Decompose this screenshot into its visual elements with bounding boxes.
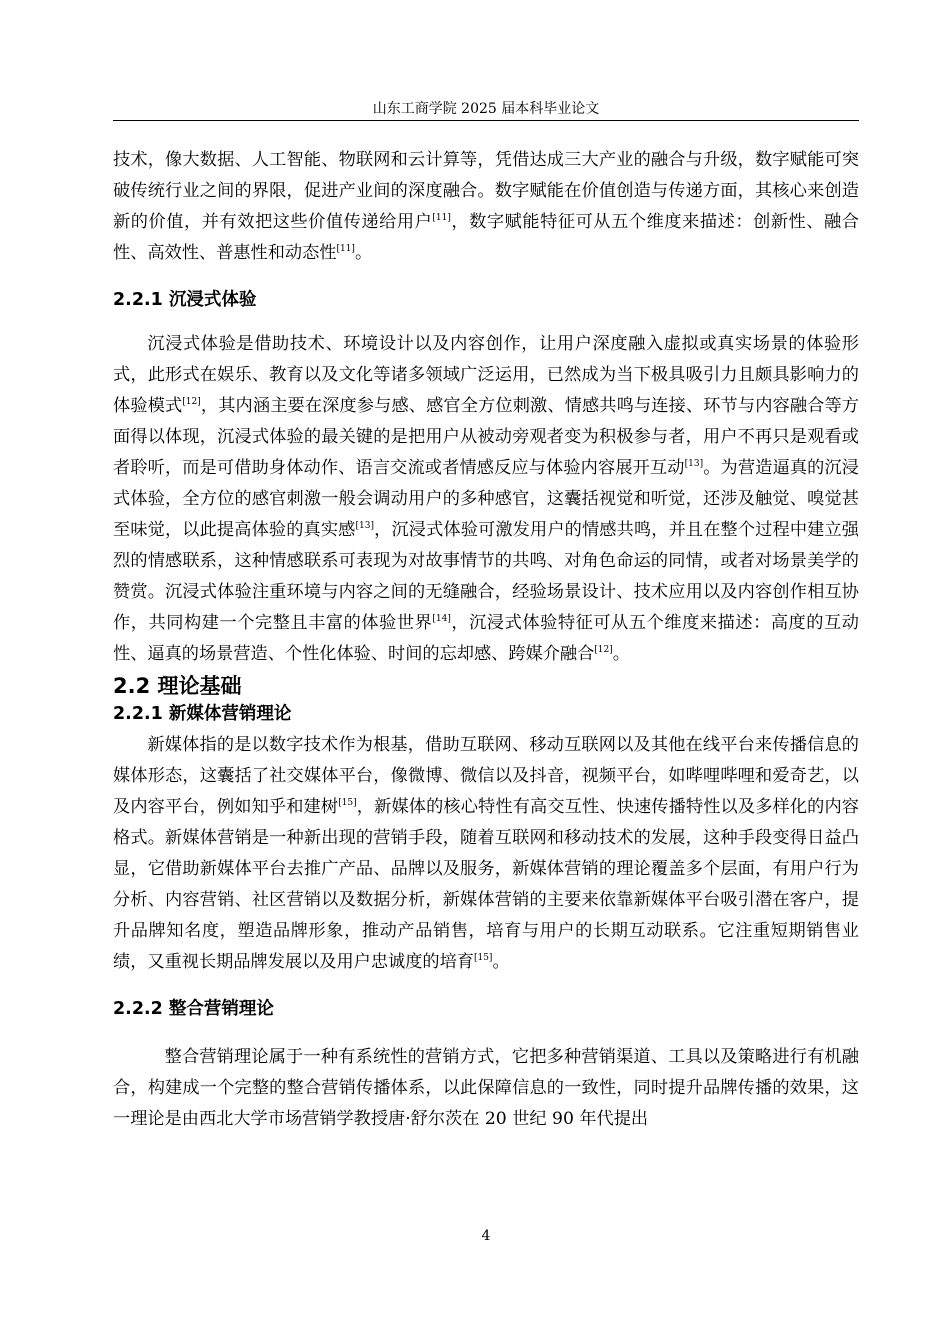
citation-ref: [13]: [684, 459, 704, 469]
text-span: ，数字赋能特征可从五个维度来描述：创新性、融合性、高效性、普惠性和动态性: [113, 212, 859, 263]
text-span: 技术，像大数据、人工智能、物联网和云计算等，凭借达成三大产业的融合与升级，数字赋能可突破传统行业之间的界限，促进产业间的深度融合。数字赋能在价值创造与传递方面，其核心来创造新的价值，并有效把这些价值传递给用户: [113, 150, 859, 232]
citation-ref: [12]: [594, 645, 613, 655]
text-span: 整合营销理论属于一种有系统性的营销方式，它把多种营销渠道、工具以及策略进行有机融合，构建成一个完整的整合营销传播体系，以此保障信息的一致性，同时提升品牌传播的效果，这一理论是由西北大学市场营销学教授唐·舒尔茨在 20 世纪 90 年代提出: [113, 1047, 859, 1129]
citation-ref: [14]: [432, 614, 451, 624]
text-span: ，沉浸式体验特征可从五个维度来描述：高度的互动性、逼真的场景营造、个性化体验、时间的忘却感、跨媒介融合: [113, 613, 859, 664]
citation-ref: [15]: [473, 953, 493, 963]
citation-ref: [13]: [355, 521, 374, 531]
paragraph-integrated-marketing: [113, 1042, 859, 1135]
text-span: ，新媒体的核心特性有高交互性、快速传播特性以及多样化的内容格式。新媒体营销是一种新出现的营销手段，随着互联网和移动技术的发展，这种手段变得日益凸显，它借助新媒体平台去推广产品、品牌以及服务，新媒体营销的理论覆盖多个层面，有用户行为分析、内容营销、社区营销以及数据分析，新媒体营销的主要来依靠新媒体平台吸引潜在客户，提升品牌知名度，塑造品牌形象，推动产品销售，培育与用户的长期互动联系。它注重短期销售业绩，又重视长期品牌发展以及用户忠诚度的培育: [113, 797, 859, 972]
text-span: ，其内涵主要在深度参与感、感官全方位刺激、情感共鸣与连接、环节与内容融合等方面得以体现，沉浸式体验的最关键的是把用户从被动旁观者变为积极参与者，用户不再只是观看或者聆听，而是可借助身体动作、语言交流或者情感反应与体验内容展开互动: [113, 396, 859, 478]
text-span: ，沉浸式体验可激发用户的情感共鸣，并且在整个过程中建立强烈的情感联系，这种情感联系可表现为对故事情节的共鸣、对角色命运的同情，或者对场景美学的赞赏。沉浸式体验注重环境与内容之间的无缝融合，经验场景设计、技术应用以及内容创作相互协作，共同构建一个完整且丰富的体验世界: [113, 520, 859, 633]
running-header: 山东工商学院 2025 届本科毕业论文: [372, 101, 600, 117]
text-span: 。: [612, 644, 630, 664]
section-heading-new-media: 2.2.1 新媒体营销理论: [113, 704, 292, 724]
text-span: 。: [354, 243, 373, 263]
text-span: 。: [492, 952, 510, 972]
paragraph-new-media-marketing: [113, 730, 859, 978]
paragraph-digital-empowerment: [113, 145, 859, 269]
text-span: 沉浸式体验是借助技术、环境设计以及内容创作，让用户深度融入虚拟或真实场景的体验形式，此形式在娱乐、教育以及文化等诸多领域广泛运用，已然成为当下极具吸引力且颇具影响力的体验模式: [113, 334, 859, 416]
citation-ref: [12]: [182, 397, 201, 407]
section-heading-integrated-marketing: 2.2.2 整合营销理论: [113, 999, 274, 1019]
header-divider: [113, 120, 859, 121]
citation-ref: [11]: [336, 244, 355, 254]
page-content: [113, 145, 859, 1135]
text-span: 。为营造逼真的沉浸式体验，全方位的感官刺激一般会调动用户的多种感官，这囊括视觉和听觉，还涉及触觉、嗅觉甚至味觉，以此提高体验的真实感: [113, 458, 859, 540]
citation-ref: [15]: [338, 798, 357, 808]
text-span: 新媒体指的是以数字技术作为根基，借助互联网、移动互联网以及其他在线平台来传播信息的媒体形态，这囊括了社交媒体平台，像微博、微信以及抖音，视频平台，如哔哩哔哩和爱奇艺，以及内容平台，例如知乎和建树: [113, 735, 859, 817]
paragraph-immersive-experience: [113, 329, 859, 670]
section-heading-immersive: 2.2.1 沉浸式体验: [113, 290, 257, 310]
page-number: 4: [481, 1228, 491, 1244]
citation-ref: [11]: [432, 213, 451, 223]
section-heading-theory: 2.2 理论基础: [113, 674, 242, 698]
